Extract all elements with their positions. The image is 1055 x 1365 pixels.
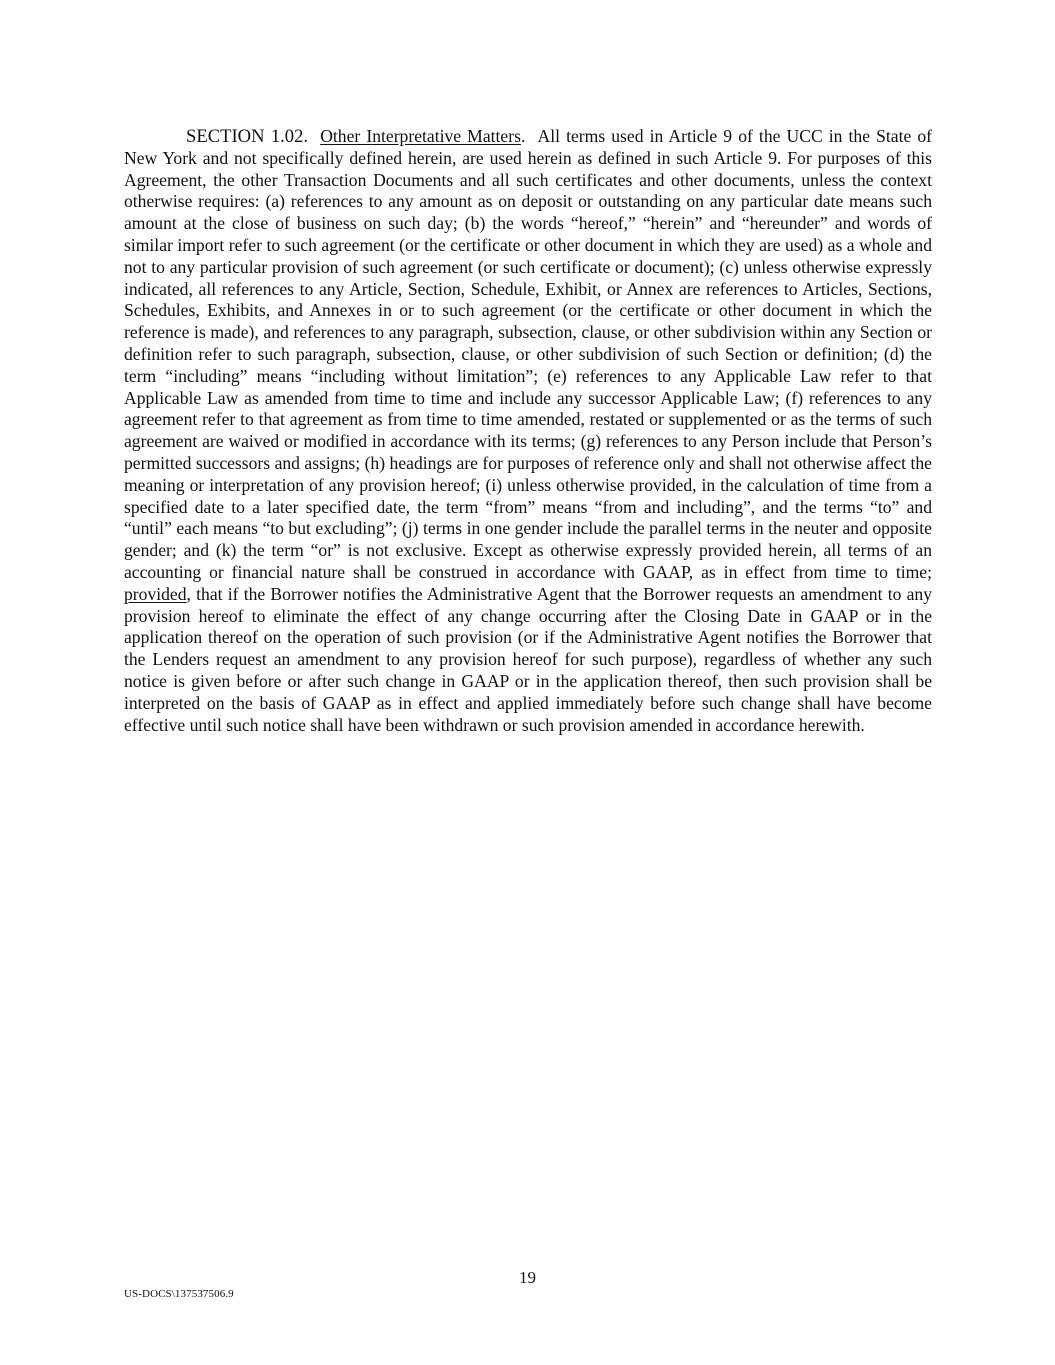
provided-term: provided <box>124 583 187 604</box>
section-body-text-continued: , that if the Borrower notifies the Administrative Agent that the Borrower requests an amendment to any provision hereof to eliminate the effect of any change occurring after the Closing Date in GAAP or in the application thereof on the operation of such provision (or if the Administrative Agent notifies the Borrower that the Lenders request an amendment to any provision hereof for such purpose), regardless of whether any such notice is given before or after such change in GAAP or in the application thereof, then such provision shall be interpreted on the basis of GAAP as in effect and applied immediately before such change shall have become effective until such notice shall have been withdrawn or such provision amended in accordance herewith. <box>124 583 932 735</box>
document-id: US-DOCS\137537506.9 <box>124 1288 234 1300</box>
section-paragraph <box>124 126 932 736</box>
section-title-punctuation: . <box>520 126 526 146</box>
page-number: 19 <box>519 1268 536 1287</box>
section-title: Other Interpretative Matters <box>320 126 521 146</box>
section-body-text: All terms used in Article 9 of the UCC in the State of New York and not specifically defined herein, are used herein as defined in such Article 9. For purposes of this Agreement, the other Transaction Documents and all such certificates and other documents, unless the context otherwise requires: (a) references to any amount as on deposit or outstanding on any particular date means such amount at the close of business on such day; (b) the words “hereof,” “herein” and “hereunder” and words of similar import refer to such agreement (or the certificate or other document in which they are used) as a whole and not to any particular provision of such agreement (or such certificate or document); (c) unless otherwise expressly indicated, all references to any Article, Section, Schedule, Exhibit, or Annex are references to Articles, Sections, Schedules, Exhibits, and Annexes in or to such agreement (or the certificate or other document in which the reference is made), and references to any paragraph, subsection, clause, or other subdivision within any Section or definition refer to such paragraph, subsection, clause, or other subdivision of such Section or definition; (d) the term “including” means “including without limitation”; (e) references to any Applicable Law refer to that Applicable Law as amended from time to time and include any successor Applicable Law; (f) references to any agreement refer to that agreement as from time to time amended, restated or supplemented or as the terms of such agreement are waived or modified in accordance with its terms; (g) references to any Person include that Person’s permitted successors and assigns; (h) headings are for purposes of reference only and shall not otherwise affect the meaning or interpretation of any provision hereof; (i) unless otherwise provided, in the calculation of time from a specified date to a later specified date, the term “from” means “from and including”, and the terms “to” and “until” each means “to but excluding”; (j) terms in one gender include the parallel terms in the neuter and opposite gender; and (k) the term “or” is not exclusive. Except as otherwise expressly provided herein, all terms of an accounting or financial nature shall be construed in accordance with GAAP, as in effect from time to time; <box>124 126 933 582</box>
section-number: SECTION 1.02. <box>186 126 309 147</box>
